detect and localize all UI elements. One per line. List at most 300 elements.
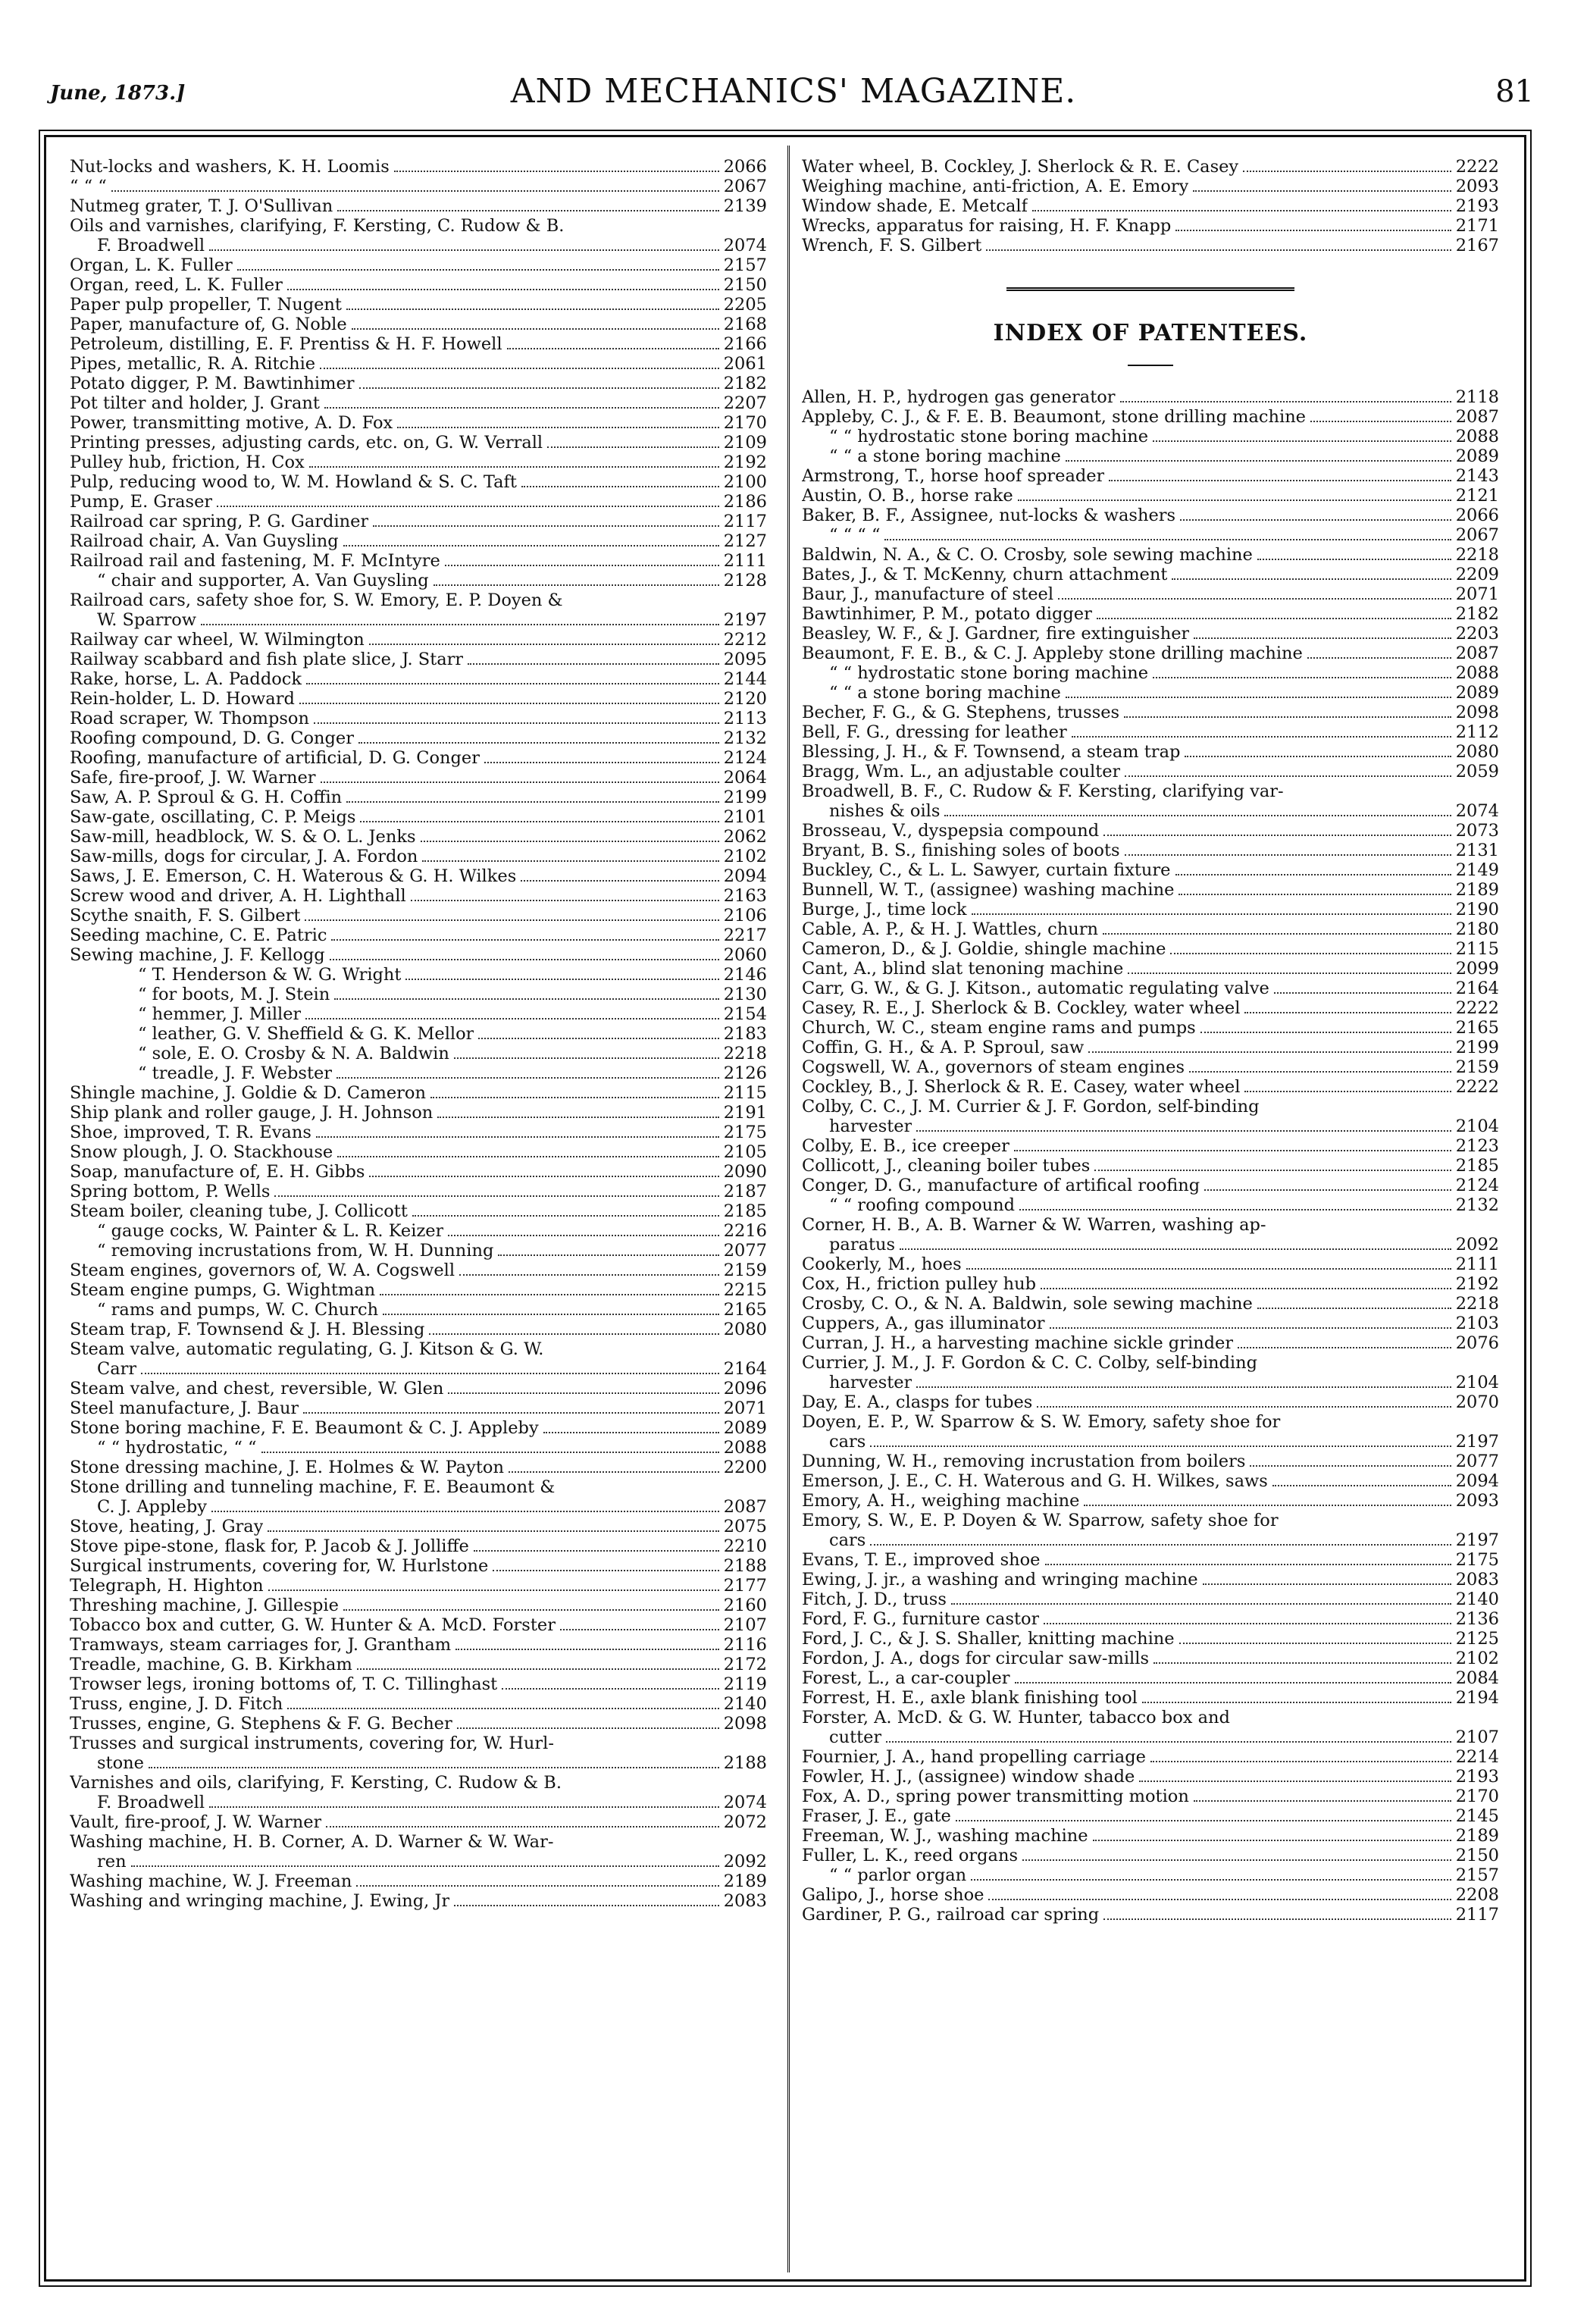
leader-dots bbox=[870, 1544, 1451, 1546]
index-entry bbox=[802, 841, 1499, 860]
leader-dots bbox=[1041, 1288, 1451, 1289]
leader-dots bbox=[448, 1235, 718, 1236]
patent-number: 2088 bbox=[723, 1438, 767, 1458]
leader-dots bbox=[1310, 421, 1451, 422]
entry-text: Burge, J., time lock bbox=[802, 900, 967, 919]
entry-text: cars bbox=[829, 1432, 866, 1452]
leader-dots bbox=[1128, 973, 1451, 974]
patent-number: 2124 bbox=[1455, 1176, 1499, 1195]
leader-dots bbox=[944, 815, 1451, 816]
index-entry bbox=[802, 939, 1499, 959]
entry-text: “ T. Henderson & W. G. Wright bbox=[138, 965, 402, 985]
leader-dots bbox=[1243, 171, 1451, 172]
entry-text: Wrecks, apparatus for raising, H. F. Knapp bbox=[802, 216, 1172, 236]
entry-text: Doyen, E. P., W. Sparrow & S. W. Emory, safety shoe for bbox=[802, 1412, 1281, 1432]
index-entry bbox=[70, 275, 767, 295]
patent-number: 2157 bbox=[723, 255, 767, 275]
index-entry bbox=[70, 1714, 767, 1734]
leader-dots bbox=[1066, 460, 1451, 462]
leader-dots bbox=[454, 1057, 719, 1059]
leader-dots bbox=[1194, 1800, 1451, 1802]
leader-dots bbox=[1032, 210, 1451, 211]
entry-text: Stone drilling and tunneling machine, F. E. Beaumont & bbox=[70, 1477, 556, 1497]
patent-number: 2166 bbox=[723, 334, 767, 354]
leader-dots bbox=[141, 1373, 719, 1374]
patent-number: 2193 bbox=[1455, 1767, 1499, 1787]
patent-number: 2160 bbox=[723, 1596, 767, 1615]
index-entry bbox=[70, 1221, 767, 1241]
patent-number: 2193 bbox=[1455, 196, 1499, 216]
entry-text: Cameron, D., & J. Goldie, shingle machine bbox=[802, 939, 1166, 959]
patent-number: 2187 bbox=[723, 1182, 767, 1201]
leader-dots bbox=[1037, 1406, 1451, 1408]
patent-number: 2177 bbox=[723, 1576, 767, 1596]
leader-dots bbox=[1019, 1209, 1451, 1211]
leader-dots bbox=[1257, 1308, 1451, 1309]
index-entry bbox=[70, 512, 767, 531]
leader-dots bbox=[971, 1879, 1451, 1881]
patent-number: 2107 bbox=[723, 1615, 767, 1635]
patent-number: 2149 bbox=[1455, 860, 1499, 880]
index-entry bbox=[802, 1136, 1499, 1156]
patent-number: 2222 bbox=[1455, 157, 1499, 177]
leader-dots bbox=[1194, 637, 1451, 639]
index-entry bbox=[802, 722, 1499, 742]
leader-dots bbox=[287, 1708, 719, 1709]
patent-number: 2095 bbox=[723, 650, 767, 669]
index-entry bbox=[70, 1201, 767, 1221]
index-entry bbox=[802, 1452, 1499, 1471]
patent-number: 2191 bbox=[723, 1103, 767, 1123]
patent-number: 2208 bbox=[1455, 1885, 1499, 1905]
entry-text: Organ, L. K. Fuller bbox=[70, 255, 233, 275]
entry-text: stone bbox=[97, 1753, 144, 1773]
entry-text: C. J. Appleby bbox=[97, 1497, 207, 1517]
patent-number: 2189 bbox=[1455, 880, 1499, 900]
patent-number: 2067 bbox=[1455, 525, 1499, 545]
index-entry bbox=[70, 216, 767, 236]
patent-number: 2113 bbox=[723, 709, 767, 728]
index-entry bbox=[70, 295, 767, 315]
entry-text: Water wheel, B. Cockley, J. Sherlock & R. E. Casey bbox=[802, 157, 1239, 177]
patent-number: 2087 bbox=[1455, 644, 1499, 663]
leader-dots bbox=[1022, 1859, 1451, 1861]
index-entry bbox=[70, 788, 767, 807]
index-entry bbox=[802, 781, 1499, 801]
index-entry bbox=[802, 1865, 1499, 1885]
index-entry bbox=[802, 1590, 1499, 1609]
patent-number: 2119 bbox=[723, 1674, 767, 1694]
patent-number: 2128 bbox=[723, 571, 767, 590]
index-entry bbox=[70, 453, 767, 472]
leader-dots bbox=[261, 1452, 719, 1453]
entry-text: Washing machine, W. J. Freeman bbox=[70, 1871, 352, 1891]
entry-text: Tobacco box and cutter, G. W. Hunter & A. McD. Forster bbox=[70, 1615, 556, 1635]
index-entry bbox=[70, 866, 767, 886]
entry-text: Conger, D. G., manufacture of artifical roofing bbox=[802, 1176, 1200, 1195]
issue-date: June, 1873.] bbox=[50, 82, 186, 105]
index-entry bbox=[802, 1767, 1499, 1787]
entry-text: Trusses and surgical instruments, covering for, W. Hurl- bbox=[70, 1734, 554, 1753]
patent-number: 2140 bbox=[723, 1694, 767, 1714]
leader-dots bbox=[321, 781, 719, 783]
patent-number: 2143 bbox=[1455, 466, 1499, 486]
index-entry bbox=[70, 472, 767, 492]
index-entry bbox=[70, 1852, 767, 1871]
patent-number: 2154 bbox=[723, 1004, 767, 1024]
index-entry bbox=[802, 1156, 1499, 1176]
leader-dots bbox=[972, 913, 1451, 915]
leader-dots bbox=[1274, 992, 1451, 994]
patent-number: 2115 bbox=[1455, 939, 1499, 959]
index-entry bbox=[70, 177, 767, 196]
entry-text: Baldwin, N. A., & C. O. Crosby, sole sewing machine bbox=[802, 545, 1253, 565]
index-entry bbox=[70, 1418, 767, 1438]
index-entry bbox=[70, 551, 767, 571]
entry-text: Cant, A., blind slat tenoning machine bbox=[802, 959, 1124, 979]
leader-dots bbox=[201, 624, 719, 625]
leader-dots bbox=[454, 1905, 718, 1906]
index-entry bbox=[70, 1398, 767, 1418]
index-entry bbox=[802, 762, 1499, 781]
index-entry bbox=[802, 1609, 1499, 1629]
entry-text: paratus bbox=[829, 1235, 896, 1254]
entry-text: Forster, A. McD. & G. W. Hunter, tabacco box and bbox=[802, 1708, 1230, 1727]
patent-number: 2094 bbox=[723, 866, 767, 886]
index-entry bbox=[70, 1556, 767, 1576]
entry-text: Emerson, J. E., C. H. Waterous and G. H. Wilkes, saws bbox=[802, 1471, 1268, 1491]
entry-text: Emory, S. W., E. P. Doyen & W. Sparrow, safety shoe for bbox=[802, 1511, 1279, 1530]
patent-number: 2124 bbox=[723, 748, 767, 768]
entry-text: cars bbox=[829, 1530, 866, 1550]
leader-dots bbox=[1088, 1051, 1451, 1053]
index-entry bbox=[802, 1550, 1499, 1570]
entry-text: Ship plank and roller gauge, J. H. Johnson bbox=[70, 1103, 434, 1123]
entry-text: “ “ hydrostatic stone boring machine bbox=[829, 427, 1149, 446]
entry-text: “ chair and supporter, A. Van Guysling bbox=[97, 571, 429, 590]
entry-text: “ “ “ bbox=[70, 177, 107, 196]
leader-dots bbox=[455, 1649, 719, 1650]
entry-text: Colby, E. B., ice creeper bbox=[802, 1136, 1009, 1156]
index-entry bbox=[802, 466, 1499, 486]
entry-text: “ “ “ “ bbox=[829, 525, 881, 545]
leader-dots bbox=[305, 1018, 718, 1019]
patent-number: 2212 bbox=[723, 630, 767, 650]
index-entry bbox=[802, 604, 1499, 624]
leader-dots bbox=[343, 545, 719, 547]
index-entry bbox=[70, 1063, 767, 1083]
index-entry bbox=[70, 748, 767, 768]
index-entry bbox=[802, 1846, 1499, 1865]
patent-number: 2132 bbox=[723, 728, 767, 748]
patent-number: 2217 bbox=[723, 926, 767, 945]
index-entry bbox=[802, 1176, 1499, 1195]
index-entry bbox=[802, 1491, 1499, 1511]
index-entry bbox=[802, 1787, 1499, 1806]
leader-dots bbox=[986, 249, 1451, 251]
leader-dots bbox=[274, 1195, 718, 1197]
entry-text: Railroad cars, safety shoe for, S. W. Emory, E. P. Doyen & bbox=[70, 590, 563, 610]
index-entry bbox=[802, 236, 1499, 255]
leader-dots bbox=[1103, 1918, 1451, 1920]
index-entry bbox=[802, 1294, 1499, 1314]
leader-dots bbox=[521, 486, 719, 487]
patent-number: 2192 bbox=[1455, 1274, 1499, 1294]
leader-dots bbox=[305, 919, 718, 921]
patent-number: 2089 bbox=[1455, 446, 1499, 466]
patent-number: 2170 bbox=[723, 413, 767, 433]
index-entry bbox=[70, 1024, 767, 1044]
leader-dots bbox=[521, 880, 718, 882]
leader-dots bbox=[1193, 190, 1451, 192]
entry-text: Ford, F. G., furniture castor bbox=[802, 1609, 1040, 1629]
patent-number: 2146 bbox=[723, 965, 767, 985]
patent-number: 2123 bbox=[1455, 1136, 1499, 1156]
entry-text: “ removing incrustations from, W. H. Dunning bbox=[97, 1241, 494, 1261]
index-entry bbox=[802, 860, 1499, 880]
entry-text: Currier, J. M., J. F. Gordon & C. C. Colby, self-binding bbox=[802, 1353, 1258, 1373]
index-entry bbox=[70, 413, 767, 433]
entry-text: Window shade, E. Metcalf bbox=[802, 196, 1028, 216]
index-entry bbox=[802, 998, 1499, 1018]
index-entry bbox=[70, 1339, 767, 1359]
patent-number: 2216 bbox=[723, 1221, 767, 1241]
leader-dots bbox=[1094, 1170, 1451, 1171]
entry-text: Rake, horse, L. A. Paddock bbox=[70, 669, 302, 689]
patent-number: 2083 bbox=[723, 1891, 767, 1911]
patent-number: 2126 bbox=[723, 1063, 767, 1083]
patent-number: 2102 bbox=[723, 847, 767, 866]
index-entry bbox=[802, 1018, 1499, 1038]
leader-dots bbox=[394, 171, 719, 172]
entry-text: Crosby, C. O., & N. A. Baldwin, sole sewing machine bbox=[802, 1294, 1253, 1314]
patent-number: 2210 bbox=[723, 1536, 767, 1556]
patent-number: 2062 bbox=[723, 827, 767, 847]
index-entry bbox=[802, 427, 1499, 446]
patent-number: 2197 bbox=[1455, 1432, 1499, 1452]
patent-number: 2112 bbox=[1455, 722, 1499, 742]
leader-dots bbox=[509, 1471, 719, 1473]
index-entry bbox=[802, 703, 1499, 722]
index-entry bbox=[802, 545, 1499, 565]
index-entry bbox=[70, 1044, 767, 1063]
patent-number: 2111 bbox=[1455, 1254, 1499, 1274]
index-entry bbox=[802, 1688, 1499, 1708]
patent-number: 2175 bbox=[723, 1123, 767, 1142]
index-entry bbox=[802, 1254, 1499, 1274]
entry-text: Baur, J., manufacture of steel bbox=[802, 584, 1054, 604]
patent-number: 2087 bbox=[1455, 407, 1499, 427]
index-entry bbox=[802, 880, 1499, 900]
patent-number: 2171 bbox=[1455, 216, 1499, 236]
entry-text: Railroad chair, A. Van Guysling bbox=[70, 531, 339, 551]
leader-dots bbox=[1250, 1465, 1451, 1467]
patent-number: 2064 bbox=[723, 768, 767, 788]
index-entry bbox=[802, 407, 1499, 427]
index-entry bbox=[802, 1412, 1499, 1432]
leader-dots bbox=[359, 387, 719, 389]
entry-text: Weighing machine, anti-friction, A. E. Emory bbox=[802, 177, 1189, 196]
entry-text: Treadle, machine, G. B. Kirkham bbox=[70, 1655, 352, 1674]
leader-dots bbox=[412, 1215, 719, 1217]
entry-text: Bunnell, W. T., (assignee) washing machine bbox=[802, 880, 1175, 900]
entry-text: Printing presses, adjusting cards, etc. on, G. W. Verrall bbox=[70, 433, 543, 453]
index-entry bbox=[802, 584, 1499, 604]
patent-number: 2074 bbox=[1455, 801, 1499, 821]
leader-dots bbox=[422, 860, 718, 862]
patent-number: 2120 bbox=[723, 689, 767, 709]
patent-number: 2111 bbox=[723, 551, 767, 571]
patent-number: 2109 bbox=[723, 433, 767, 453]
entry-text: “ rams and pumps, W. C. Church bbox=[97, 1300, 379, 1320]
leader-dots bbox=[209, 249, 719, 251]
entry-text: “ “ parlor organ bbox=[829, 1865, 967, 1885]
patent-number: 2144 bbox=[723, 669, 767, 689]
index-entry bbox=[70, 728, 767, 748]
index-entry bbox=[70, 610, 767, 630]
entry-text: Curran, J. H., a harvesting machine sickle grinder bbox=[802, 1333, 1234, 1353]
entry-text: F. Broadwell bbox=[97, 1793, 205, 1812]
leader-dots bbox=[1125, 854, 1451, 856]
index-entry bbox=[70, 590, 767, 610]
patent-number: 2139 bbox=[723, 196, 767, 216]
leader-dots bbox=[870, 1445, 1451, 1447]
patent-number: 2087 bbox=[723, 1497, 767, 1517]
leader-dots bbox=[1153, 1662, 1451, 1664]
index-entry bbox=[802, 644, 1499, 663]
leader-dots bbox=[547, 446, 719, 448]
patent-number: 2150 bbox=[1455, 1846, 1499, 1865]
leader-dots bbox=[303, 1412, 719, 1414]
leader-dots bbox=[1307, 657, 1451, 659]
patent-number: 2059 bbox=[1455, 762, 1499, 781]
patent-number: 2203 bbox=[1455, 624, 1499, 644]
index-entry bbox=[70, 1793, 767, 1812]
patent-number: 2189 bbox=[723, 1871, 767, 1891]
entry-text: Shingle machine, J. Goldie & D. Cameron bbox=[70, 1083, 426, 1103]
leader-dots bbox=[1204, 1189, 1451, 1191]
index-entry bbox=[70, 1280, 767, 1300]
leader-dots bbox=[1014, 1150, 1451, 1151]
patent-number: 2164 bbox=[723, 1359, 767, 1379]
entry-text: Roofing, manufacture of artificial, D. G. Conger bbox=[70, 748, 480, 768]
index-entry bbox=[802, 1471, 1499, 1491]
patent-number: 2215 bbox=[723, 1280, 767, 1300]
leader-dots bbox=[1084, 1505, 1451, 1506]
patent-number: 2127 bbox=[723, 531, 767, 551]
magazine-title: AND MECHANICS' MAGAZINE. bbox=[510, 72, 1077, 111]
leader-dots bbox=[966, 1268, 1451, 1270]
index-entry bbox=[70, 965, 767, 985]
leader-dots bbox=[287, 289, 719, 290]
entry-text: Beasley, W. F., & J. Gardner, fire extinguisher bbox=[802, 624, 1190, 644]
index-entry bbox=[70, 709, 767, 728]
index-entry bbox=[70, 531, 767, 551]
index-entry bbox=[70, 571, 767, 590]
leader-dots bbox=[1272, 1485, 1451, 1486]
entry-text: Casey, R. E., J. Sherlock & B. Cockley, water wheel bbox=[802, 998, 1241, 1018]
index-entry bbox=[802, 1806, 1499, 1826]
entry-text: Spring bottom, P. Wells bbox=[70, 1182, 271, 1201]
subject-index-continued bbox=[802, 157, 1499, 255]
index-entry bbox=[70, 1103, 767, 1123]
patent-number: 2117 bbox=[723, 512, 767, 531]
patent-number: 2074 bbox=[723, 1793, 767, 1812]
index-entry bbox=[802, 979, 1499, 998]
patent-number: 2199 bbox=[1455, 1038, 1499, 1057]
column-divider bbox=[787, 146, 790, 2272]
index-entry bbox=[70, 1891, 767, 1911]
leader-dots bbox=[474, 1550, 719, 1552]
leader-dots bbox=[1120, 401, 1451, 402]
entry-text: Wrench, F. S. Gilbert bbox=[802, 236, 982, 255]
entry-text: Railroad rail and fastening, M. F. McIntyre bbox=[70, 551, 440, 571]
index-entry bbox=[802, 1629, 1499, 1649]
index-entry bbox=[70, 1123, 767, 1142]
entry-text: Galipo, J., horse shoe bbox=[802, 1885, 984, 1905]
entry-text: Cookerly, M., hoes bbox=[802, 1254, 962, 1274]
leader-dots bbox=[437, 1117, 718, 1118]
index-entry bbox=[70, 1182, 767, 1201]
index-entry bbox=[802, 900, 1499, 919]
patent-number: 2200 bbox=[723, 1458, 767, 1477]
index-entry bbox=[802, 1235, 1499, 1254]
leader-dots bbox=[951, 1603, 1451, 1605]
entry-text: Steam valve, and chest, reversible, W. Glen bbox=[70, 1379, 444, 1398]
entry-text: Church, W. C., steam engine rams and pumps bbox=[802, 1018, 1196, 1038]
patent-number: 2165 bbox=[1455, 1018, 1499, 1038]
patent-number: 2188 bbox=[723, 1556, 767, 1576]
entry-text: Beaumont, F. E. B., & C. J. Appleby stone drilling machine bbox=[802, 644, 1303, 663]
patent-number: 2089 bbox=[723, 1418, 767, 1438]
entry-text: Surgical instruments, covering for, W. Hurlstone bbox=[70, 1556, 489, 1576]
leader-dots bbox=[211, 1511, 719, 1512]
index-entry bbox=[802, 565, 1499, 584]
patent-number: 2093 bbox=[1455, 1491, 1499, 1511]
leader-dots bbox=[337, 1156, 719, 1157]
patent-number: 2088 bbox=[1455, 427, 1499, 446]
index-entry bbox=[70, 1536, 767, 1556]
patent-number: 2180 bbox=[1455, 919, 1499, 939]
patent-number: 2084 bbox=[1455, 1668, 1499, 1688]
patent-number: 2098 bbox=[723, 1714, 767, 1734]
leader-dots bbox=[1072, 736, 1451, 738]
entry-text: “ “ a stone boring machine bbox=[829, 446, 1061, 466]
entry-text: Railway scabbard and fish plate slice, J. Starr bbox=[70, 650, 464, 669]
leader-dots bbox=[1139, 1781, 1451, 1782]
entry-text: Colby, C. C., J. M. Currier & J. F. Gordon, self-binding bbox=[802, 1097, 1260, 1117]
patent-number: 2164 bbox=[1455, 979, 1499, 998]
leader-dots bbox=[502, 1688, 719, 1690]
leader-dots bbox=[886, 1741, 1451, 1743]
patent-number: 2186 bbox=[723, 492, 767, 512]
index-entry bbox=[70, 630, 767, 650]
index-entry bbox=[802, 1905, 1499, 1925]
entry-text: Collicott, J., cleaning boiler tubes bbox=[802, 1156, 1091, 1176]
patent-number: 2061 bbox=[723, 354, 767, 374]
patent-number: 2209 bbox=[1455, 565, 1499, 584]
entry-text: Telegraph, H. Highton bbox=[70, 1576, 264, 1596]
leader-dots bbox=[1150, 1761, 1451, 1762]
index-entry bbox=[70, 315, 767, 334]
patent-number: 2140 bbox=[1455, 1590, 1499, 1609]
patent-number: 2107 bbox=[1455, 1727, 1499, 1747]
entry-text: cutter bbox=[829, 1727, 882, 1747]
entry-text: “ “ hydrostatic stone boring machine bbox=[829, 663, 1149, 683]
leader-dots bbox=[498, 1254, 718, 1256]
leader-dots bbox=[268, 1590, 719, 1591]
entry-text: Dunning, W. H., removing incrustation from boilers bbox=[802, 1452, 1246, 1471]
